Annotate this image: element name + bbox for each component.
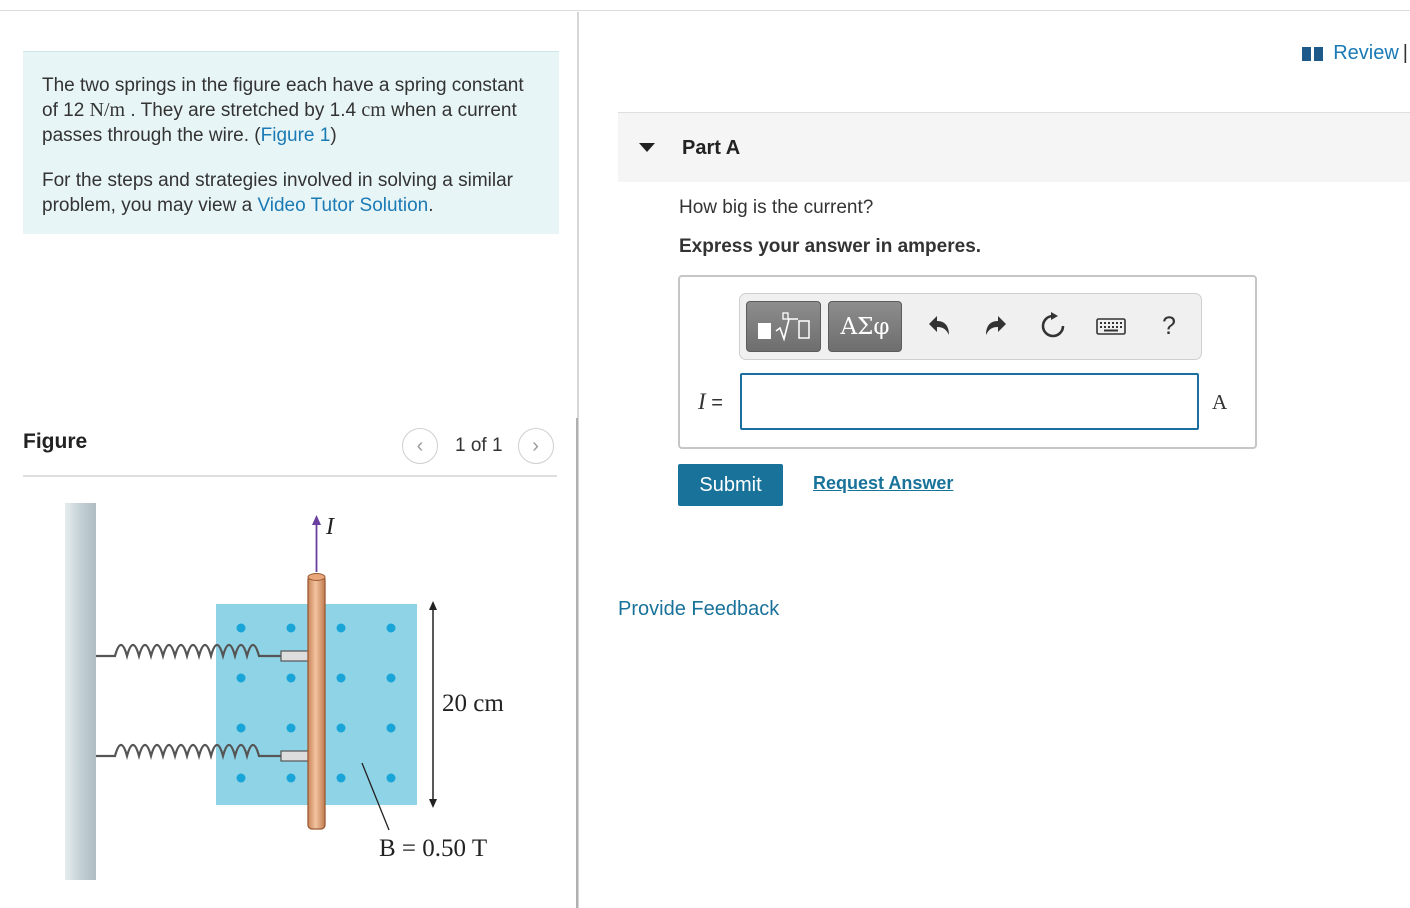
figure-link[interactable]: Figure 1 — [260, 125, 331, 146]
field-label: B = 0.50 T — [379, 835, 488, 862]
column-divider-figure — [576, 418, 578, 908]
length-label: 20 cm — [442, 690, 504, 717]
unit-label: A — [1212, 390, 1228, 414]
redo-icon — [983, 313, 1009, 339]
problem-statement — [23, 51, 559, 234]
reset-icon — [1039, 312, 1067, 340]
answer-panel — [678, 275, 1257, 449]
undo-icon — [926, 313, 952, 339]
answer-input[interactable] — [740, 373, 1199, 430]
question-text: How big is the current? — [679, 197, 874, 218]
figure-diagram — [23, 490, 563, 895]
help-icon: ? — [1162, 311, 1176, 340]
keyboard-button[interactable] — [1095, 311, 1127, 341]
spring-constant-unit: N/m — [89, 99, 126, 121]
wall — [65, 503, 96, 880]
figure-divider — [23, 475, 557, 477]
template-icon — [752, 310, 816, 344]
prev-figure-button[interactable] — [402, 428, 438, 464]
submit-button[interactable]: Submit — [678, 464, 783, 506]
chevron-right-icon: › — [532, 434, 539, 457]
variable-label: I = — [698, 389, 723, 414]
provide-feedback-link[interactable]: Provide Feedback — [618, 598, 780, 620]
help-button[interactable] — [1154, 311, 1184, 341]
top-rule — [0, 10, 1410, 11]
chevron-left-icon: ‹ — [416, 434, 424, 457]
reset-button[interactable] — [1038, 311, 1068, 341]
undo-button[interactable] — [924, 311, 954, 341]
video-tutor-link[interactable]: Video Tutor Solution — [257, 195, 429, 216]
figure-title: Figure — [23, 430, 88, 453]
instruction-text: Express your answer in amperes. — [679, 236, 982, 257]
figure-pager — [402, 428, 554, 464]
stretch-unit: cm — [361, 99, 386, 121]
part-label: Part A — [682, 137, 741, 159]
review-link[interactable]: Review | — [1302, 42, 1408, 65]
template-button[interactable] — [746, 301, 821, 352]
video-tutor-text: For the steps and strategies involved in solving a similar problem, you may view a Video Tutor Solution. — [42, 170, 514, 216]
keyboard-icon — [1096, 316, 1126, 336]
wire — [308, 576, 325, 829]
book-icon — [1302, 47, 1323, 61]
collapse-caret-icon[interactable] — [639, 143, 655, 152]
next-figure-button[interactable] — [518, 428, 554, 464]
problem-text: The two springs in the figure each have a spring constant of 12 N/m . They are stretched by 1.4 cm when a current passes through the wire. (Figure 1) — [42, 75, 524, 146]
current-label: I — [326, 514, 334, 540]
greek-letters-button[interactable] — [828, 301, 902, 352]
redo-button[interactable] — [981, 311, 1011, 341]
greek-letters-icon: ΑΣφ — [840, 313, 890, 340]
part-a-header[interactable] — [618, 112, 1410, 182]
request-answer-link[interactable]: Request Answer — [813, 473, 954, 493]
math-toolbar — [739, 293, 1202, 360]
figure-page-count: 1 of 1 — [455, 435, 503, 456]
